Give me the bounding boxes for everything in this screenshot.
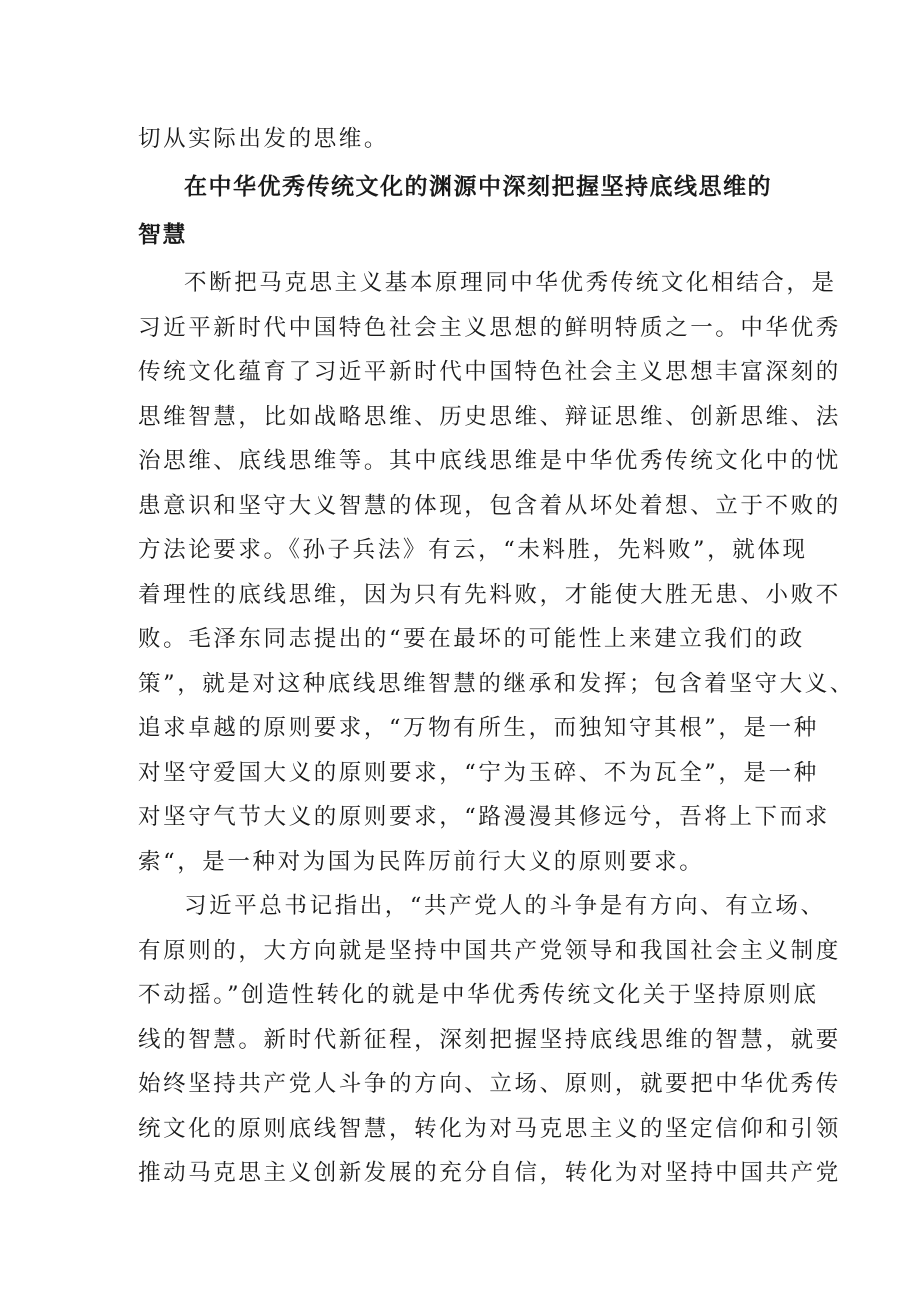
- paragraph-line: 败。毛泽东同志提出的“要在最坏的可能性上来建立我们的政: [138, 626, 805, 652]
- paragraph-line: 追求卓越的原则要求，“万物有所生，而独知守其根”，是一种: [138, 715, 819, 741]
- paragraph-line: 推动马克思主义创新发展的充分自信，转化为对坚持中国共产党: [138, 1160, 841, 1186]
- paragraph-line: 始终坚持共产党人斗争的方向、立场、原则，就要把中华优秀传: [138, 1071, 841, 1097]
- section-heading-line2: 智慧: [138, 222, 187, 248]
- paragraph-line: 方法论要求。《孙子兵法》有云，“未料胜，先料败”，就体现: [138, 537, 808, 563]
- paragraph-line: 索“，是一种对为国为民阵厉前行大义的原则要求。: [138, 849, 705, 875]
- paragraph-line: 对坚守气节大义的原则要求，“路漫漫其修远兮，吾将上下而求: [138, 804, 830, 830]
- paragraph-line: 线的智慧。新时代新征程，深刻把握坚持底线思维的智慧，就要: [138, 1027, 841, 1053]
- paragraph-line: 习近平总书记指出，“共产党人的斗争是有方向、有立场、: [184, 893, 826, 919]
- section-heading-line1: 在中华优秀传统文化的渊源中深刻把握坚持底线思维的: [184, 174, 772, 200]
- paragraph-line: 思维智慧，比如战略思维、历史思维、辩证思维、创新思维、法: [138, 404, 841, 430]
- paragraph-line: 对坚守爱国大义的原则要求，“宁为玉碎、不为瓦全”，是一种: [138, 760, 819, 786]
- paragraph-line: 传统文化蕴育了习近平新时代中国特色社会主义思想丰富深刻的: [138, 359, 841, 385]
- paragraph-line: 策”，就是对这种底线思维智慧的继承和发挥；包含着坚守大义、: [138, 671, 855, 697]
- lead-line: 切从实际出发的思维。: [138, 126, 390, 152]
- paragraph-line: 习近平新时代中国特色社会主义思想的鲜明特质之一。中华优秀: [138, 315, 841, 341]
- paragraph-line: 统文化的原则底线智慧，转化为对马克思主义的坚定信仰和引领: [138, 1116, 841, 1142]
- paragraph-line: 不动摇。”创造性转化的就是中华优秀传统文化关于坚持原则底: [138, 982, 819, 1008]
- paragraph-line: 患意识和坚守大义智慧的体现，包含着从坏处着想、立于不败的: [138, 493, 841, 519]
- paragraph-line: 有原则的，大方向就是坚持中国共产党领导和我国社会主义制度: [138, 938, 841, 964]
- paragraph-line: 着理性的底线思维，因为只有先料败，才能使大胜无患、小败不: [138, 582, 841, 608]
- paragraph-line: 治思维、底线思维等。其中底线思维是中华优秀传统文化中的忧: [138, 448, 841, 474]
- paragraph-line: 不断把马克思主义基本原理同中华优秀传统文化相结合，是: [184, 270, 837, 296]
